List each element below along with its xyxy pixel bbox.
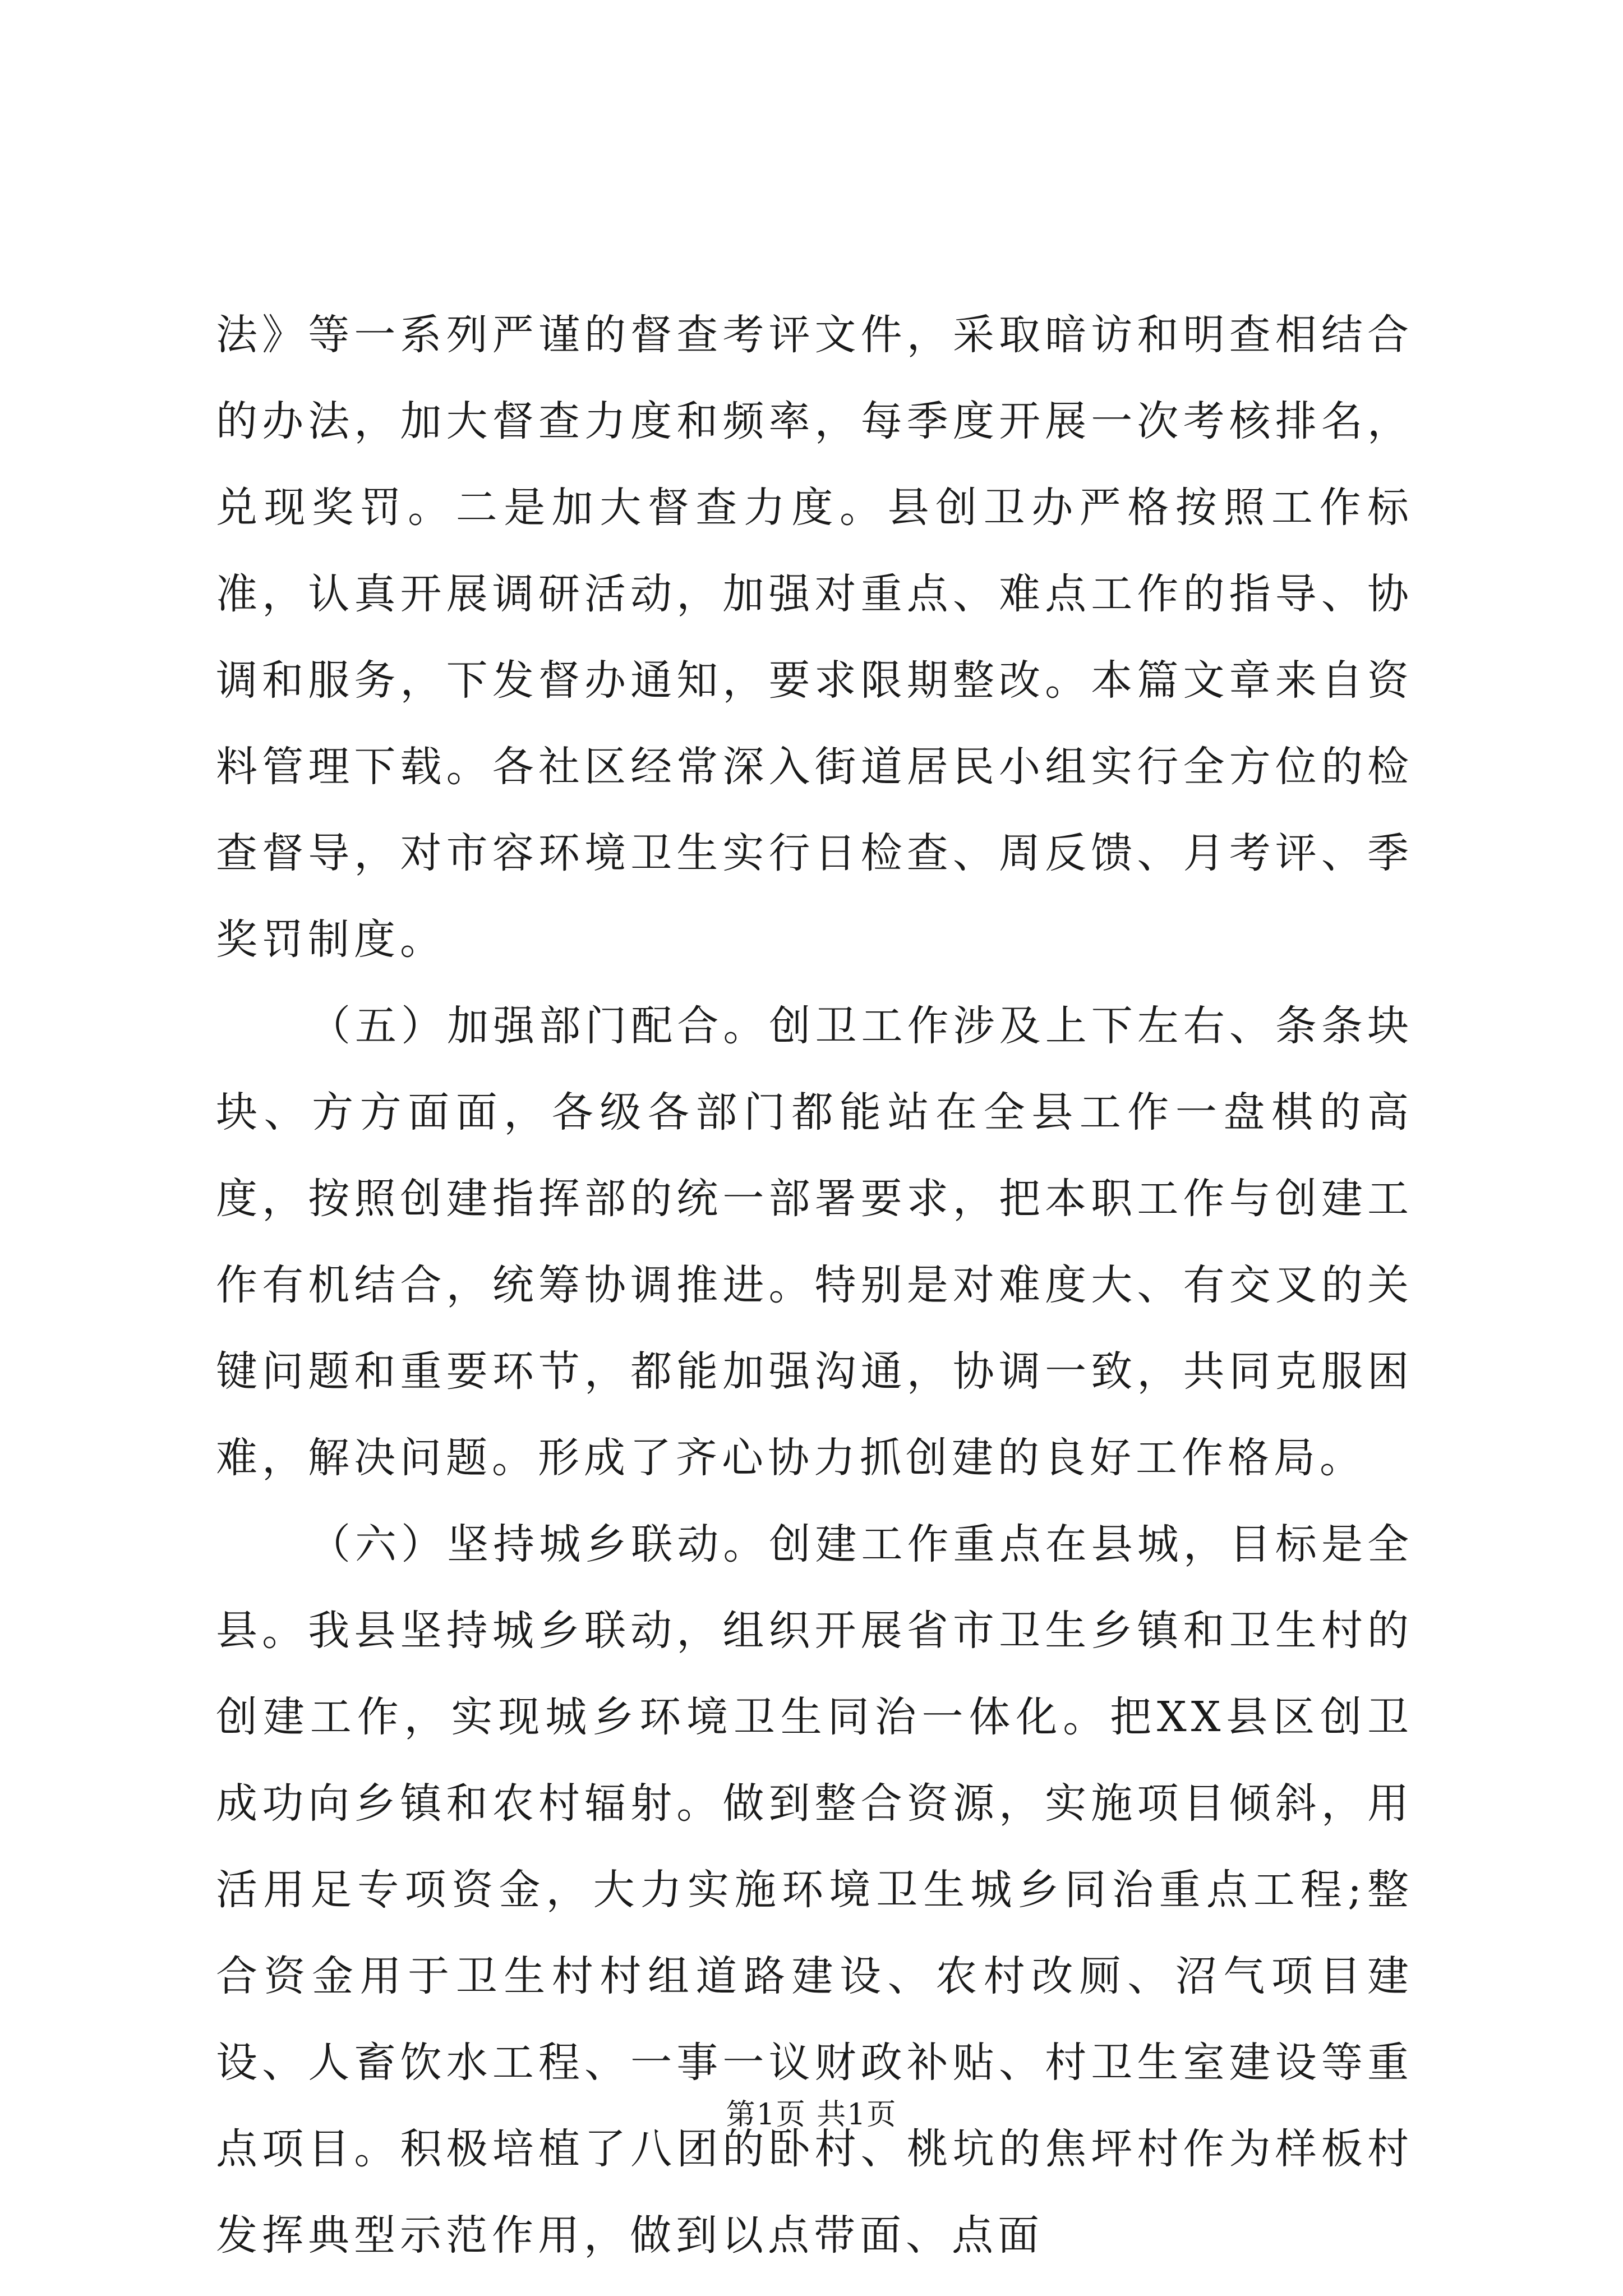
document-body bbox=[216, 292, 1413, 2279]
paragraph-1: 法》等一系列严谨的督查考评文件，采取暗访和明查相结合的办法，加大督查力度和频率，每季度开展一次考核排名，兑现奖罚。二是加大督查力度。县创卫办严格按照工作标准，认真开展调研活动，加强对重点、难点工作的指导、协调和服务，下发督办通知，要求限期整改。本篇文章来自资料管理下载。各社区经常深入街道居民小组实行全方位的检查督导，对市容环境卫生实行日检查、周反馈、月考评、季奖罚制度。 bbox=[216, 311, 1413, 964]
page-footer: 第1页 共1页 bbox=[726, 2098, 897, 2132]
paragraph-3: （六）坚持城乡联动。创建工作重点在县城，目标是全县。我县坚持城乡联动，组织开展省市卫生乡镇和卫生村的创建工作，实现城乡环境卫生同治一体化。把XX县区创卫成功向乡镇和农村辐射。做到整合资源，实施项目倾斜，用活用足专项资金，大力实施环境卫生城乡同治重点工程;整合资金用于卫生村村组道路建设、农村改厕、沼气项目建设、人畜饮水工程、一事一议财政补贴、村卫生室建设等重点项目。积极培植了八团的卧村、桃坑的焦坪村作为样板村发挥典型示范作用，做到以点带面、点面 bbox=[216, 1520, 1413, 2260]
paragraph-2: （五）加强部门配合。创卫工作涉及上下左右、条条块块、方方面面，各级各部门都能站在全县工作一盘棋的高度，按照创建指挥部的统一部署要求，把本职工作与创建工作有机结合，统筹协调推进。特别是对难度大、有交叉的关键问题和重要环节，都能加强沟通，协调一致，共同克服困难，解决问题。形成了齐心协力抓创建的良好工作格局。 bbox=[216, 1002, 1413, 1482]
